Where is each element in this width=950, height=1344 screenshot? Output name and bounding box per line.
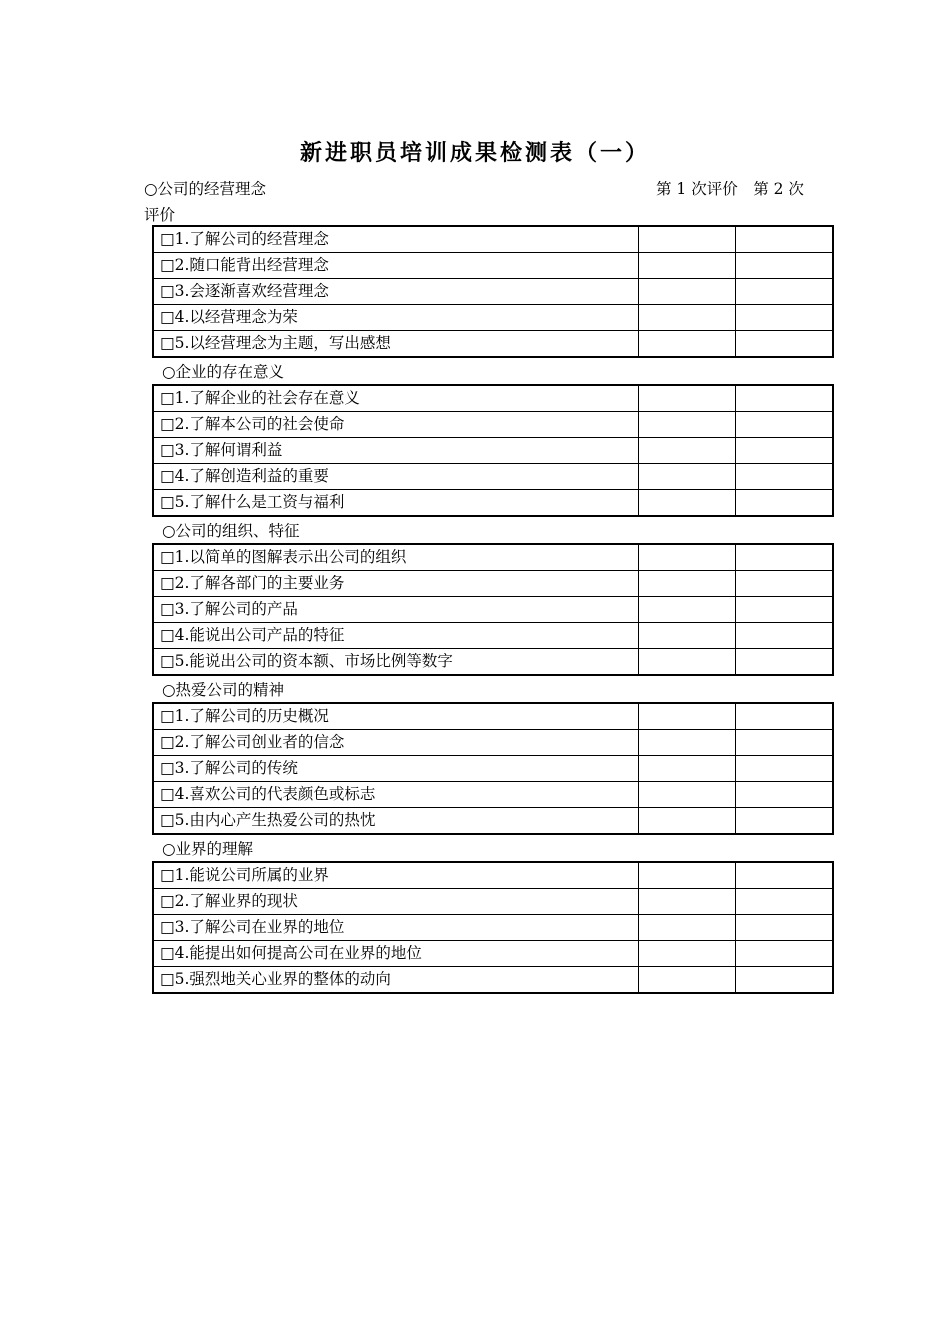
table-row xyxy=(153,412,833,438)
item-text: □1.了解公司的历史概况 xyxy=(153,703,639,730)
first-eval-cell[interactable] xyxy=(639,544,736,571)
second-eval-cell[interactable] xyxy=(736,862,834,889)
table-row xyxy=(153,571,833,597)
first-eval-cell[interactable] xyxy=(639,597,736,623)
second-eval-cell[interactable] xyxy=(736,808,834,835)
table-row xyxy=(153,597,833,623)
table-row xyxy=(153,226,833,253)
second-eval-cell[interactable] xyxy=(736,782,834,808)
second-eval-cell[interactable] xyxy=(736,915,834,941)
section-label-4: ○热爱公司的精神 xyxy=(162,681,285,699)
second-eval-cell[interactable] xyxy=(736,279,834,305)
table-row xyxy=(153,438,833,464)
first-eval-cell[interactable] xyxy=(639,305,736,331)
first-eval-cell[interactable] xyxy=(639,649,736,676)
evaluation-label-wrap: 评价 xyxy=(144,206,176,224)
first-eval-cell[interactable] xyxy=(639,808,736,835)
item-text: □5.由内心产生热爱公司的热忱 xyxy=(153,808,639,835)
second-eval-cell[interactable] xyxy=(736,438,834,464)
first-eval-cell[interactable] xyxy=(639,279,736,305)
item-text: □2.了解公司创业者的信念 xyxy=(153,730,639,756)
table-row xyxy=(153,889,833,915)
section-label-5: ○业界的理解 xyxy=(162,840,254,858)
first-eval-cell[interactable] xyxy=(639,331,736,358)
second-eval-cell[interactable] xyxy=(736,730,834,756)
item-text: □3.了解何谓利益 xyxy=(153,438,639,464)
item-text: □4.了解创造利益的重要 xyxy=(153,464,639,490)
table-row xyxy=(153,385,833,412)
first-eval-cell[interactable] xyxy=(639,941,736,967)
second-eval-cell[interactable] xyxy=(736,305,834,331)
table-row xyxy=(153,253,833,279)
table-row xyxy=(153,464,833,490)
second-eval-cell[interactable] xyxy=(736,597,834,623)
second-eval-cell[interactable] xyxy=(736,412,834,438)
first-eval-cell[interactable] xyxy=(639,967,736,994)
section-2 xyxy=(152,384,825,517)
table-row xyxy=(153,730,833,756)
table-row xyxy=(153,756,833,782)
table-row xyxy=(153,967,833,994)
section-5 xyxy=(152,861,825,994)
table-row xyxy=(153,782,833,808)
table-row xyxy=(153,915,833,941)
first-eval-cell[interactable] xyxy=(639,623,736,649)
item-text: □5.了解什么是工资与福利 xyxy=(153,490,639,517)
first-eval-cell[interactable] xyxy=(639,915,736,941)
first-eval-cell[interactable] xyxy=(639,862,736,889)
second-eval-cell[interactable] xyxy=(736,490,834,517)
first-eval-cell[interactable] xyxy=(639,889,736,915)
first-eval-cell[interactable] xyxy=(639,464,736,490)
item-text: □2.了解业界的现状 xyxy=(153,889,639,915)
item-text: □5.以经营理念为主题，写出感想 xyxy=(153,331,639,358)
section-label-3: ○公司的组织、特征 xyxy=(162,522,300,540)
item-text: □4.喜欢公司的代表颜色或标志 xyxy=(153,782,639,808)
page-title: 新进职员培训成果检测表（一） xyxy=(299,141,650,166)
table-row xyxy=(153,862,833,889)
second-eval-cell[interactable] xyxy=(736,571,834,597)
second-eval-cell[interactable] xyxy=(736,226,834,253)
first-eval-cell[interactable] xyxy=(639,730,736,756)
first-eval-cell[interactable] xyxy=(639,438,736,464)
table-row xyxy=(153,305,833,331)
item-text: □3.会逐渐喜欢经营理念 xyxy=(153,279,639,305)
item-text: □3.了解公司在业界的地位 xyxy=(153,915,639,941)
item-text: □5.能说出公司的资本额、市场比例等数字 xyxy=(153,649,639,676)
first-eval-cell[interactable] xyxy=(639,226,736,253)
first-eval-cell[interactable] xyxy=(639,756,736,782)
table-row xyxy=(153,649,833,676)
first-eval-cell[interactable] xyxy=(639,782,736,808)
item-text: □1.以简单的图解表示出公司的组织 xyxy=(153,544,639,571)
section-4 xyxy=(152,702,825,835)
item-text: □2.随口能背出经营理念 xyxy=(153,253,639,279)
item-text: □5.强烈地关心业界的整体的动向 xyxy=(153,967,639,994)
second-eval-cell[interactable] xyxy=(736,385,834,412)
item-text: □4.以经营理念为荣 xyxy=(153,305,639,331)
item-text: □2.了解各部门的主要业务 xyxy=(153,571,639,597)
first-eval-cell[interactable] xyxy=(639,703,736,730)
second-eval-cell[interactable] xyxy=(736,756,834,782)
checklist-table-2 xyxy=(152,384,834,517)
checklist-table-5 xyxy=(152,861,834,994)
second-eval-cell[interactable] xyxy=(736,967,834,994)
first-eval-cell[interactable] xyxy=(639,490,736,517)
item-text: □4.能说出公司产品的特征 xyxy=(153,623,639,649)
second-eval-cell[interactable] xyxy=(736,544,834,571)
item-text: □1.了解公司的经营理念 xyxy=(153,226,639,253)
checklist-table-4 xyxy=(152,702,834,835)
table-row xyxy=(153,703,833,730)
table-row xyxy=(153,331,833,358)
section-1 xyxy=(152,225,825,358)
second-eval-cell[interactable] xyxy=(736,703,834,730)
checklist-table-3 xyxy=(152,543,834,676)
first-eval-cell[interactable] xyxy=(639,571,736,597)
first-eval-cell[interactable] xyxy=(639,253,736,279)
second-eval-cell[interactable] xyxy=(736,331,834,358)
item-text: □3.了解公司的产品 xyxy=(153,597,639,623)
second-eval-cell[interactable] xyxy=(736,253,834,279)
checklist-table-1 xyxy=(152,225,834,358)
second-eval-cell[interactable] xyxy=(736,941,834,967)
table-row xyxy=(153,279,833,305)
section-label-0: ○公司的经营理念 xyxy=(144,180,267,198)
table-row xyxy=(153,941,833,967)
table-row xyxy=(153,808,833,835)
table-row xyxy=(153,623,833,649)
evaluation-columns-label: 第 1 次评价 第 2 次 xyxy=(656,180,804,198)
section-3 xyxy=(152,543,825,676)
second-eval-cell[interactable] xyxy=(736,623,834,649)
table-row xyxy=(153,490,833,517)
item-text: □2.了解本公司的社会使命 xyxy=(153,412,639,438)
section-label-2: ○企业的存在意义 xyxy=(162,363,285,381)
item-text: □3.了解公司的传统 xyxy=(153,756,639,782)
item-text: □1.了解企业的社会存在意义 xyxy=(153,385,639,412)
item-text: □1.能说公司所属的业界 xyxy=(153,862,639,889)
second-eval-cell[interactable] xyxy=(736,649,834,676)
first-eval-cell[interactable] xyxy=(639,412,736,438)
item-text: □4.能提出如何提高公司在业界的地位 xyxy=(153,941,639,967)
second-eval-cell[interactable] xyxy=(736,889,834,915)
table-row xyxy=(153,544,833,571)
second-eval-cell[interactable] xyxy=(736,464,834,490)
first-eval-cell[interactable] xyxy=(639,385,736,412)
